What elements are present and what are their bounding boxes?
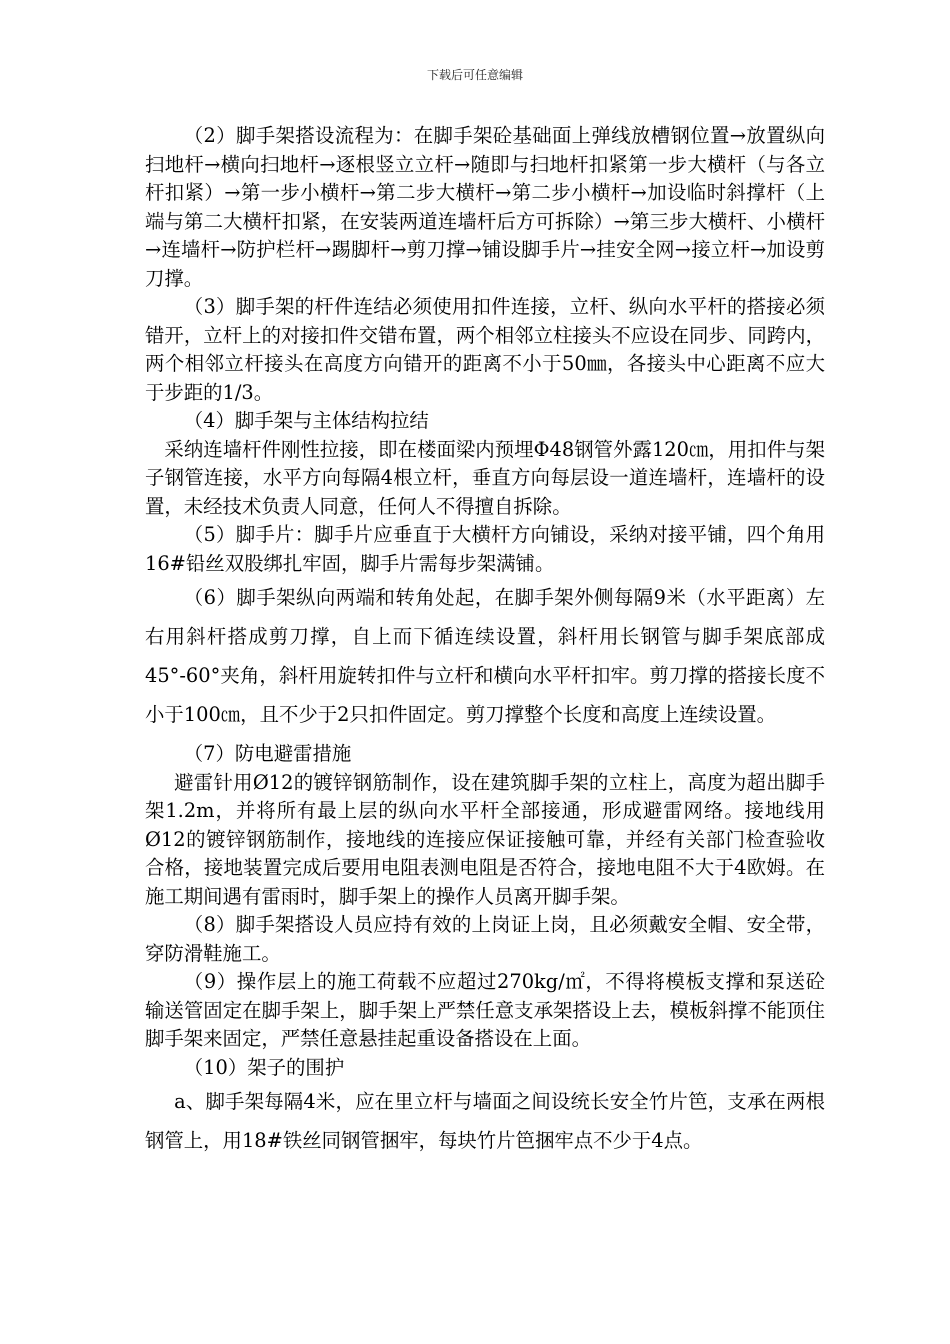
paragraph-2-scaffold-process: （2）脚手架搭设流程为：在脚手架砼基础面上弹线放槽钢位置→放置纵向扫地杆→横向扫地杆→逐根竖立立杆→随即与扫地杆扣紧第一步大横杆（与各立杆扣紧）→第一步小横杆→第二步大横杆→第二步小横杆→加设临时斜撑杆（上端与第二大横杆扣紧，在安装两道连墙杆后方可拆除）→第三步大横杆、小横杆→连墙杆→防护栏杆→踢脚杆→剪刀撑→铺设脚手片→挂安全网→接立杆→加设剪刀撑。 [145, 124, 825, 290]
heading-4-structural-tie: （4）脚手架与主体结构拉结 [183, 409, 429, 432]
paragraph-9-load-limit: （9）操作层上的施工荷载不应超过270kg/㎡，不得将模板支撑和泵送砼输送管固定在脚手架上，脚手架上严禁任意支承架搭设上去，模板斜撑不能顶住脚手架来固定，严禁任意悬挂起重设备搭设在上面。 [145, 970, 825, 1050]
paragraph-3-member-connection: （3）脚手架的杆件连结必须使用扣件连接，立杆、纵向水平杆的搭接必须错开，立杆上的对接扣件交错布置，两个相邻立柱接头不应设在同步、同跨内，两个相邻立杆接头在高度方向错开的距离不小于50㎜，各接头中心距离不应大于步距的1/3。 [145, 295, 825, 404]
paragraph-wall-tie: 采纳连墙杆件刚性拉接，即在楼面梁内预埋Φ48钢管外露120㎝，用扣件与架子钢管连接，水平方向每隔4根立杆，垂直方向每层设一道连墙杆，连墙杆的设置，未经技术负责人同意，任何人不得擅自拆除。 [145, 437, 825, 518]
paragraph-5-scaffold-boards: （5）脚手片：脚手片应垂直于大横杆方向铺设，采纳对接平铺，四个角用16#铅丝双股绑扎牢固，脚手片需每步架满铺。 [145, 523, 825, 575]
document-body [145, 122, 825, 1160]
paragraph-8-personnel: （8）脚手架搭设人员应持有效的上岗证上岗，且必须戴安全帽、安全带，穿防滑鞋施工。 [145, 913, 825, 965]
paragraph-bamboo-fence: a、脚手架每隔4米，应在里立杆与墙面之间设统长安全竹片笆，支承在两根钢管上，用18#铁丝同钢管捆牢，每块竹片笆捆牢点不少于4点。 [145, 1090, 825, 1152]
paragraph-lightning-rod: 避雷针用Ø12的镀锌钢筋制作，设在建筑脚手架的立柱上，高度为超出脚手架1.2m，并将所有最上层的纵向水平杆全部接通，形成避雷网络。接地线用Ø12的镀锌钢筋制作，接地线的连接应保证接触可靠，并经有关部门检查验收合格，接地装置完成后要用电阻表测电阻是否符合，接地电阻不大于4欧姆。在施工期间遇有雷雨时，脚手架上的操作人员离开脚手架。 [145, 770, 825, 908]
heading-10-enclosure: （10）架子的围护 [183, 1055, 345, 1079]
page-header: 下载后可任意编辑 [426, 68, 523, 82]
heading-7-lightning-protection: （7）防电避雷措施 [183, 742, 352, 765]
paragraph-6-cross-bracing: （6）脚手架纵向两端和转角处起，在脚手架外侧每隔9米（水平距离）左右用斜杆搭成剪刀撑，自上而下循连续设置，斜杆用长钢管与脚手架底部成45°-60°夹角，斜杆用旋转扣件与立杆和横向水平杆扣牢。剪刀撑的搭接长度不小于100㎝，且不少于2只扣件固定。剪刀撑整个长度和高度上连续设置。 [145, 586, 825, 726]
